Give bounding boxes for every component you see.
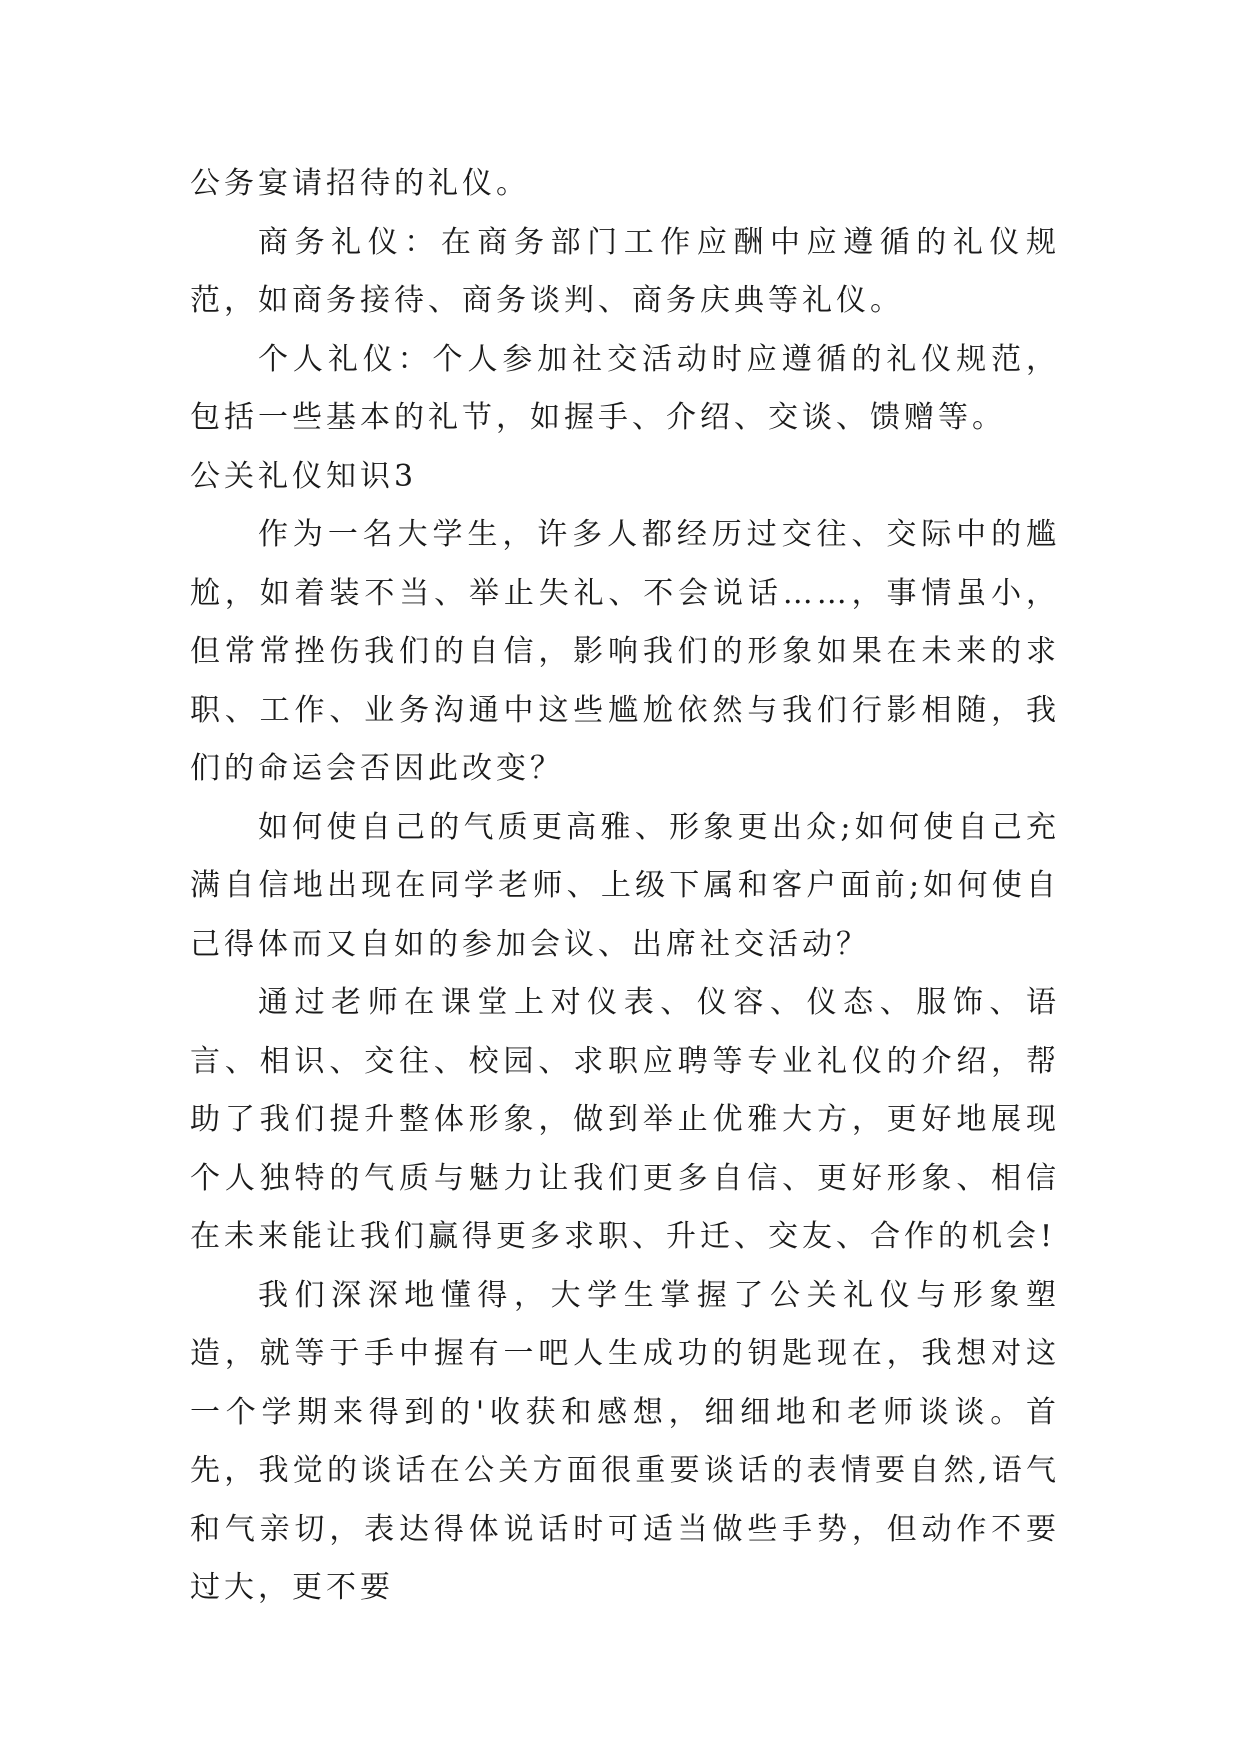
paragraph-questions: 如何使自己的气质更高雅、形象更出众;如何使自己充满自信地出现在同学老师、上级下属和客户面前;如何使自己得体而又自如的参加会议、出席社交活动？: [190, 809, 1060, 962]
paragraph-student-experience: 作为一名大学生，许多人都经历过交往、交际中的尴尬，如着装不当、举止失礼、不会说话……，事情虽小，但常常挫伤我们的自信，影响我们的形象如果在未来的求职、工作、业务沟通中这些尴尬依然与我们行影相随，我们的命运会否因此改变？: [190, 517, 1060, 786]
paragraph-reflections: 我们深深地懂得，大学生掌握了公关礼仪与形象塑造，就等于手中握有一吧人生成功的钥匙现在，我想对这一个学期来得到的'收获和感想，细细地和老师谈谈。首先，我觉的谈话在公关方面很重要谈话的表情要自然,语气和气亲切，表达得体说话时可适当做些手势，但动作不要过大，更不要: [190, 1277, 1060, 1605]
document-body: [190, 155, 1060, 1618]
paragraph-course-benefits: 通过老师在课堂上对仪表、仪容、仪态、服饰、语言、相识、交往、校园、求职应聘等专业礼仪的介绍，帮助了我们提升整体形象，做到举止优雅大方，更好地展现个人独特的气质与魅力让我们更多自信、更好形象、相信在未来能让我们赢得更多求职、升迁、交友、合作的机会!: [190, 985, 1060, 1254]
section-heading: 公关礼仪知识3: [190, 458, 418, 494]
lead-line: 公务宴请招待的礼仪。: [190, 166, 530, 201]
paragraph-business-etiquette: 商务礼仪：在商务部门工作应酬中应遵循的礼仪规范，如商务接待、商务谈判、商务庆典等礼仪。: [190, 224, 1060, 318]
paragraph-personal-etiquette: 个人礼仪：个人参加社交活动时应遵循的礼仪规范，包括一些基本的礼节，如握手、介绍、交谈、馈赠等。: [190, 341, 1060, 435]
